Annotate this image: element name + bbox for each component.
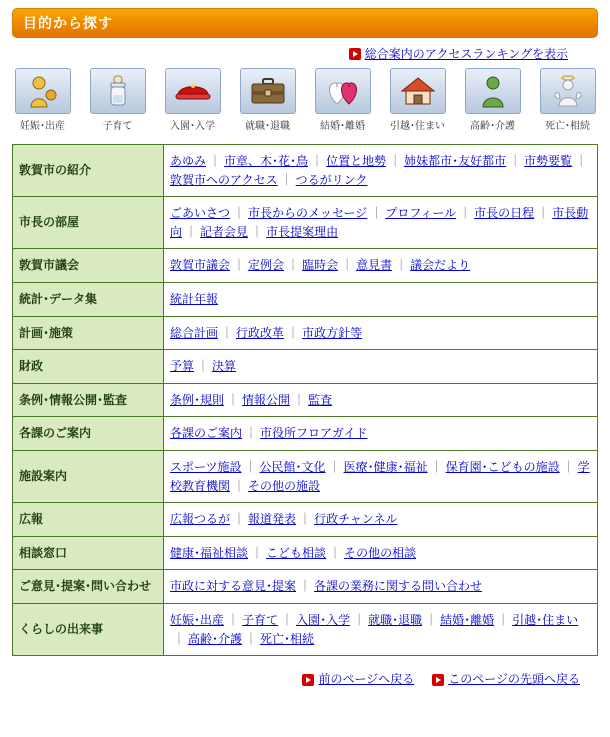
- category-label: ご意見･提案･問い合わせ: [13, 570, 164, 604]
- separator: ｜: [209, 154, 222, 168]
- separator: ｜: [233, 512, 246, 527]
- category-label: くらしの出来事: [13, 603, 164, 655]
- icon-label: 結婚･離婚: [320, 121, 365, 132]
- icon-box: [315, 68, 371, 114]
- link-item[interactable]: 敦賀市議会: [170, 258, 231, 273]
- category-label: 統計･データ集: [13, 282, 164, 316]
- icon-label: 妊娠･出産: [20, 121, 65, 132]
- icon-item-death-inheritance[interactable]: [537, 68, 598, 132]
- separator: ｜: [509, 154, 522, 168]
- red-arrow-icon: [302, 674, 314, 686]
- separator: ｜: [287, 325, 300, 340]
- link-item[interactable]: 総合計画: [170, 325, 219, 340]
- link-cell: [164, 316, 598, 350]
- separator: ｜: [389, 154, 402, 168]
- link-item[interactable]: 入園･入学: [296, 612, 351, 627]
- link-item[interactable]: 臨時会: [302, 258, 339, 273]
- category-label: 相談窓口: [13, 536, 164, 570]
- link-item[interactable]: 行政チャンネル: [314, 512, 398, 527]
- table-row: [13, 570, 598, 604]
- link-item[interactable]: 健康･福祉相談: [170, 545, 249, 560]
- link-item[interactable]: 意見書: [356, 258, 393, 273]
- link-item[interactable]: 就職･退職: [368, 612, 423, 627]
- separator: ｜: [287, 258, 300, 273]
- separator: ｜: [430, 459, 443, 474]
- link-item[interactable]: 記者会見: [200, 224, 249, 239]
- person-icon: [26, 73, 60, 109]
- link-item[interactable]: 姉妹都市･友好都市: [404, 154, 507, 168]
- table-row: [13, 417, 598, 451]
- icon-label: 入園･入学: [170, 121, 215, 132]
- table-row: [13, 383, 598, 417]
- hearts-icon: [325, 74, 361, 108]
- link-item[interactable]: 市長提案理由: [266, 224, 339, 239]
- icon-box: [240, 68, 296, 114]
- link-item[interactable]: 情報公開: [242, 392, 291, 407]
- link-item[interactable]: 高齢･介護: [188, 631, 243, 646]
- back-to-previous-page[interactable]: [302, 670, 414, 687]
- separator: ｜: [299, 512, 312, 527]
- link-item[interactable]: プロフィール: [385, 206, 457, 221]
- footer-links: [12, 670, 598, 687]
- icon-item-marriage-divorce[interactable]: [312, 68, 373, 132]
- separator: ｜: [197, 359, 210, 374]
- purpose-link-table: [12, 144, 598, 656]
- separator: ｜: [281, 612, 294, 627]
- link-item[interactable]: 統計年報: [170, 291, 219, 306]
- page-title-bar: [12, 8, 598, 38]
- icon-box: [540, 68, 596, 114]
- separator: ｜: [497, 612, 510, 627]
- red-arrow-icon: [432, 674, 444, 686]
- separator: ｜: [251, 224, 264, 239]
- separator: ｜: [233, 258, 246, 273]
- category-label: 広報: [13, 503, 164, 537]
- table-row: [13, 282, 598, 316]
- school-cap-icon: [174, 75, 212, 107]
- separator: ｜: [280, 172, 293, 187]
- category-label: 条例･情報公開･監査: [13, 383, 164, 417]
- link-item[interactable]: その他の施設: [248, 478, 321, 493]
- house-icon: [400, 75, 436, 107]
- link-item[interactable]: 市政に対する意見･提案: [170, 579, 297, 594]
- link-item[interactable]: 報道発表: [248, 512, 297, 527]
- separator: ｜: [244, 459, 257, 474]
- link-item[interactable]: 市役所フロアガイド: [260, 426, 368, 441]
- link-item[interactable]: 各課の業務に関する問い合わせ: [314, 579, 483, 594]
- life-event-icon-row: [12, 68, 598, 132]
- link-item[interactable]: 監査: [308, 392, 333, 407]
- link-cell: [164, 249, 598, 283]
- separator: ｜: [395, 258, 408, 273]
- link-item[interactable]: 死亡･相続: [260, 631, 315, 646]
- link-item[interactable]: 議会だより: [410, 258, 471, 273]
- category-label: 敦賀市の紹介: [13, 145, 164, 197]
- icon-label: 就職･退職: [245, 121, 290, 132]
- link-cell: [164, 570, 598, 604]
- icon-item-work-retirement[interactable]: [237, 68, 298, 132]
- table-row: [13, 603, 598, 655]
- icon-label: 高齢･介護: [470, 121, 515, 132]
- link-item[interactable]: 市長動向: [170, 206, 589, 239]
- table-row: [13, 249, 598, 283]
- link-cell: [164, 197, 598, 249]
- separator: ｜: [425, 612, 438, 627]
- page-title: 目的から探す: [23, 16, 113, 32]
- back-link-label[interactable]: 前のページへ戻る: [318, 672, 415, 687]
- link-item[interactable]: 市政方針等: [302, 325, 363, 340]
- link-item[interactable]: 学校教育機関: [170, 459, 590, 493]
- link-cell: [164, 603, 598, 655]
- table-row: [13, 536, 598, 570]
- category-label: 計画･施策: [13, 316, 164, 350]
- link-cell: [164, 536, 598, 570]
- table-row: [13, 145, 598, 197]
- icon-item-childcare[interactable]: [87, 68, 148, 132]
- link-cell: [164, 503, 598, 537]
- category-label: 施設案内: [13, 450, 164, 502]
- link-item[interactable]: ごあいさつ: [170, 206, 231, 221]
- category-label: 財政: [13, 350, 164, 384]
- link-item[interactable]: 公民館･文化: [259, 459, 326, 474]
- separator: ｜: [173, 631, 186, 646]
- table-row: [13, 197, 598, 249]
- separator: ｜: [353, 612, 366, 627]
- icon-label: 死亡･相続: [545, 121, 590, 132]
- separator: ｜: [227, 612, 240, 627]
- link-cell: [164, 282, 598, 316]
- icon-item-school-entrance[interactable]: [162, 68, 223, 132]
- link-item[interactable]: 条例･規則: [170, 392, 225, 407]
- back-to-top[interactable]: [432, 670, 580, 687]
- table-row: [13, 350, 598, 384]
- link-item[interactable]: 医療･健康･福祉: [343, 459, 428, 474]
- separator: ｜: [341, 258, 354, 273]
- separator: ｜: [185, 224, 198, 239]
- icon-box: [165, 68, 221, 114]
- briefcase-icon: [249, 75, 287, 107]
- link-item[interactable]: 引越･住まい: [512, 612, 579, 627]
- link-item[interactable]: 市長の日程: [474, 206, 535, 221]
- link-cell: [164, 383, 598, 417]
- category-label: 各課のご案内: [13, 417, 164, 451]
- link-cell: [164, 145, 598, 197]
- table-row: [13, 450, 598, 502]
- link-item[interactable]: 広報つるが: [170, 512, 231, 527]
- link-item[interactable]: あゆみ: [170, 154, 207, 168]
- link-item[interactable]: 予算: [170, 359, 195, 374]
- link-item[interactable]: スポーツ施設: [170, 459, 242, 474]
- separator: ｜: [221, 325, 234, 340]
- separator: ｜: [233, 478, 246, 493]
- category-label: 市長の部屋: [13, 197, 164, 249]
- separator: ｜: [245, 631, 258, 646]
- ranking-link-row: [12, 44, 598, 62]
- link-item[interactable]: 子育て: [242, 612, 279, 627]
- icon-box: [390, 68, 446, 114]
- separator: ｜: [459, 206, 472, 221]
- separator: ｜: [293, 392, 306, 407]
- icon-item-moving-housing[interactable]: [387, 68, 448, 132]
- separator: ｜: [245, 426, 258, 441]
- icon-item-elderly-care[interactable]: [462, 68, 523, 132]
- icon-label: 子育て: [102, 121, 133, 132]
- table-row: [13, 316, 598, 350]
- link-item[interactable]: こども相談: [266, 545, 327, 560]
- link-item[interactable]: つるがリンク: [295, 172, 368, 187]
- icon-box: [90, 68, 146, 114]
- link-item[interactable]: その他の相談: [344, 545, 417, 560]
- link-cell: [164, 350, 598, 384]
- separator: ｜: [562, 459, 575, 474]
- link-item[interactable]: 市長からのメッセージ: [248, 206, 368, 221]
- table-row: [13, 503, 598, 537]
- link-cell: [164, 417, 598, 451]
- separator: ｜: [328, 459, 341, 474]
- red-arrow-icon: [349, 48, 361, 60]
- separator: ｜: [227, 392, 240, 407]
- link-item[interactable]: 敦賀市へのアクセス: [170, 172, 278, 187]
- elderly-person-icon: [476, 73, 510, 109]
- link-item[interactable]: 結婚･離婚: [440, 612, 495, 627]
- link-item[interactable]: 市勢要覧: [524, 154, 573, 168]
- access-ranking-link[interactable]: 総合案内のアクセスランキングを表示: [364, 46, 568, 61]
- category-label: 敦賀市議会: [13, 249, 164, 283]
- top-link-label[interactable]: このページの先頭へ戻る: [448, 672, 580, 687]
- separator: ｜: [329, 545, 342, 560]
- icon-item-pregnancy-birth[interactable]: [12, 68, 73, 132]
- separator: ｜: [251, 545, 264, 560]
- link-item[interactable]: 妊娠･出産: [170, 612, 225, 627]
- icon-label: 引越･住まい: [390, 121, 445, 132]
- icon-box: [15, 68, 71, 114]
- separator: ｜: [233, 206, 246, 221]
- link-cell: [164, 450, 598, 502]
- separator: ｜: [575, 154, 588, 168]
- icon-box: [465, 68, 521, 114]
- link-item[interactable]: 決算: [212, 359, 237, 374]
- separator: ｜: [311, 154, 324, 168]
- separator: ｜: [537, 206, 550, 221]
- link-item[interactable]: 位置と地勢: [326, 154, 387, 168]
- link-item[interactable]: 保育園･こどもの施設: [445, 459, 560, 474]
- separator: ｜: [299, 579, 312, 594]
- separator: ｜: [370, 206, 383, 221]
- link-item[interactable]: 行政改革: [236, 325, 285, 340]
- link-item[interactable]: 定例会: [248, 258, 285, 273]
- angel-icon: [551, 73, 585, 109]
- link-item[interactable]: 市章、木･花･鳥: [224, 154, 309, 168]
- link-item[interactable]: 各課のご案内: [170, 426, 243, 441]
- baby-bottle-icon: [101, 73, 135, 109]
